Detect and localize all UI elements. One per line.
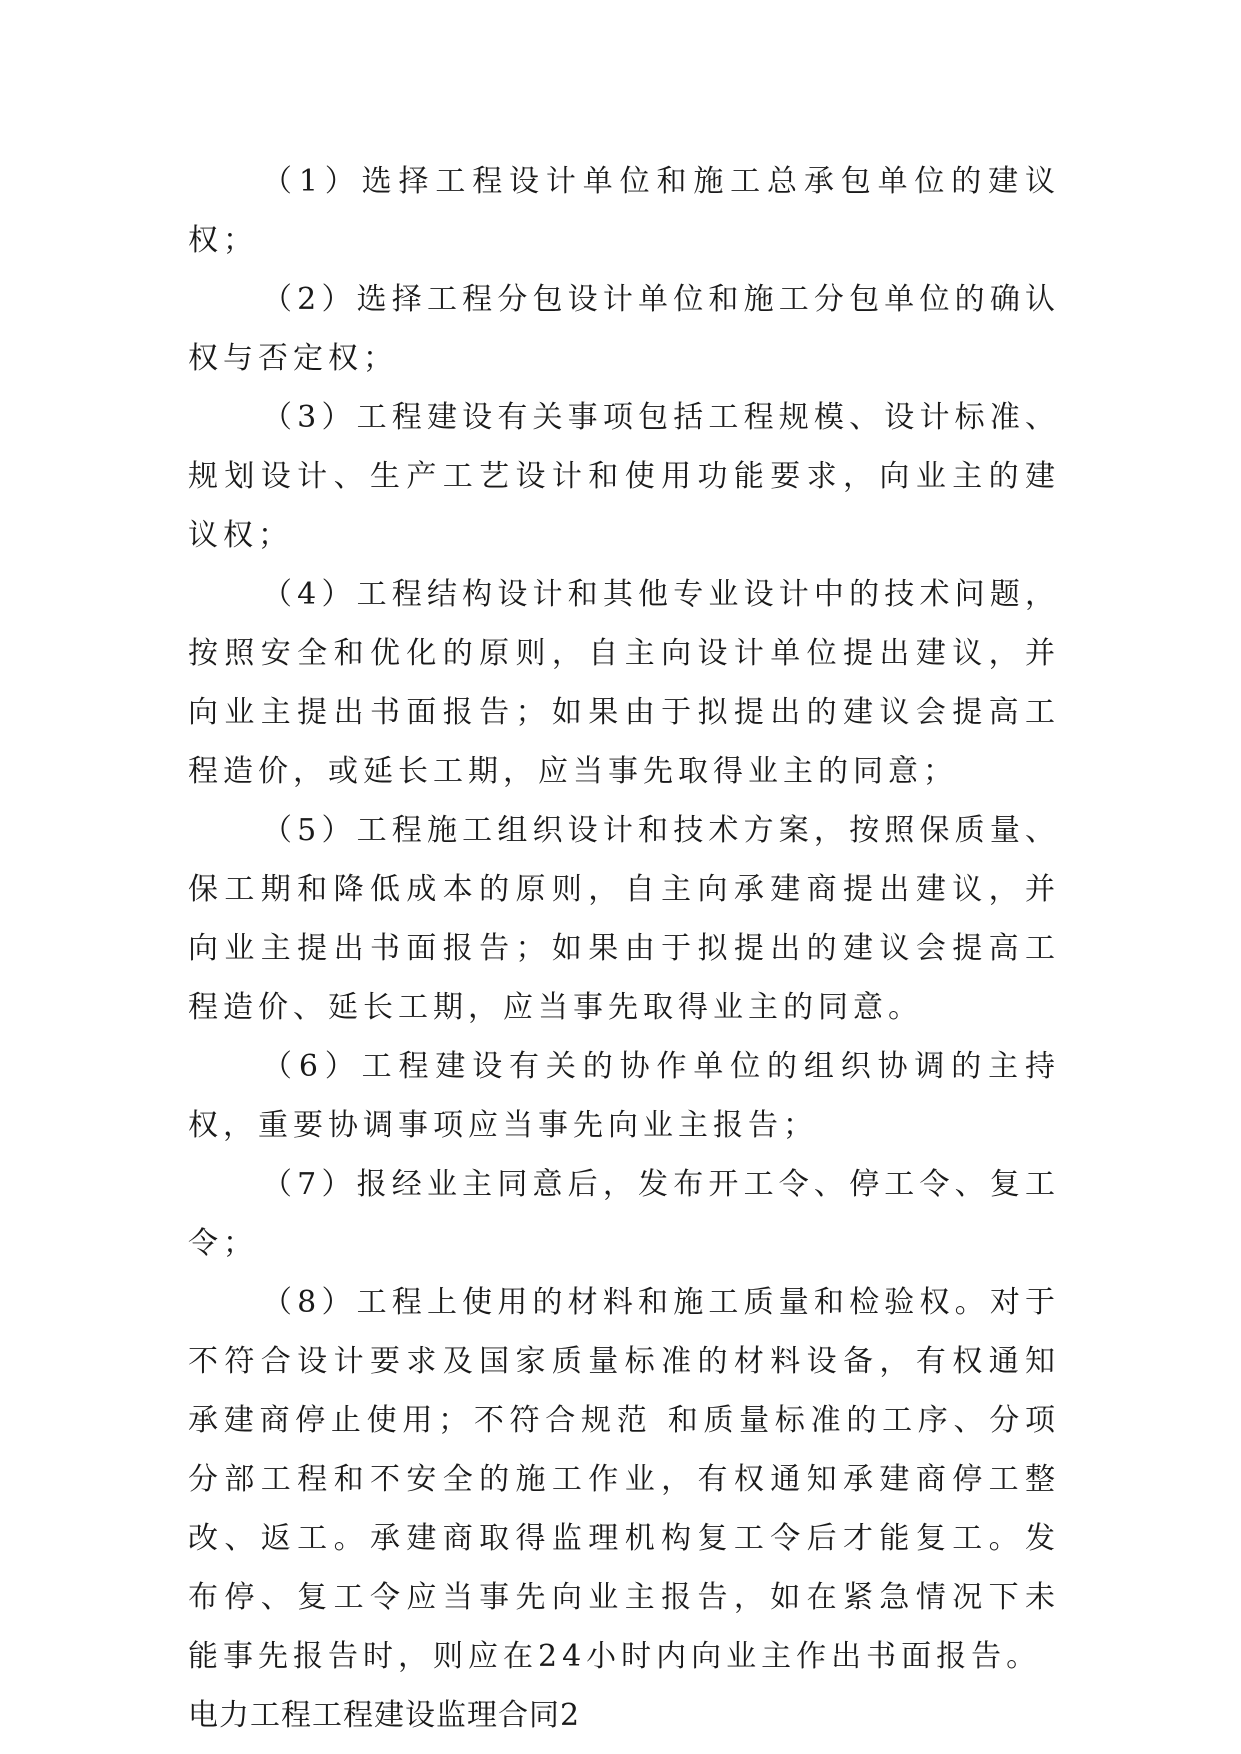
document-body <box>188 152 1060 1745</box>
paragraph-item-8: （8）工程上使用的材料和施工质量和检验权。对于不符合设计要求及国家质量标准的材料设备，有权通知承建商停止使用；不符合规范 和质量标准的工序、分项分部工程和不安全的施工作业，有权通知承建商停工整改、返工。承建商取得监理机构复工令后才能复工。发布停、复工令应当事先向业主报告，如在紧急情况下未能事先报告时，则应在24小时内向业主作出书面报告。 <box>188 1285 1060 1674</box>
paragraph-item-6: （6）工程建设有关的协作单位的组织协调的主持权，重要协调事项应当事先向业主报告； <box>188 1049 1060 1143</box>
paragraph-item-3: （3）工程建设有关事项包括工程规模、设计标准、规划设计、生产工艺设计和使用功能要求，向业主的建议权； <box>188 400 1060 553</box>
paragraph-item-2: （2）选择工程分包设计单位和施工分包单位的确认权与否定权； <box>188 282 1060 376</box>
paragraph-item-5: （5）工程施工组织设计和技术方案，按照保质量、保工期和降低成本的原则，自主向承建商提出建议，并向业主提出书面报告；如果由于拟提出的建议会提高工程造价、延长工期，应当事先取得业主的同意。 <box>188 813 1060 1025</box>
section-heading: 电力工程工程建设监理合同2 <box>188 1698 581 1733</box>
paragraph-item-4: （4）工程结构设计和其他专业设计中的技术问题，按照安全和优化的原则，自主向设计单位提出建议，并向业主提出书面报告；如果由于拟提出的建议会提高工程造价，或延长工期，应当事先取得业主的同意； <box>188 577 1060 789</box>
paragraph-item-1: （1）选择工程设计单位和施工总承包单位的建议权； <box>188 164 1060 258</box>
paragraph-item-7: （7）报经业主同意后，发布开工令、停工令、复工令； <box>188 1167 1060 1261</box>
